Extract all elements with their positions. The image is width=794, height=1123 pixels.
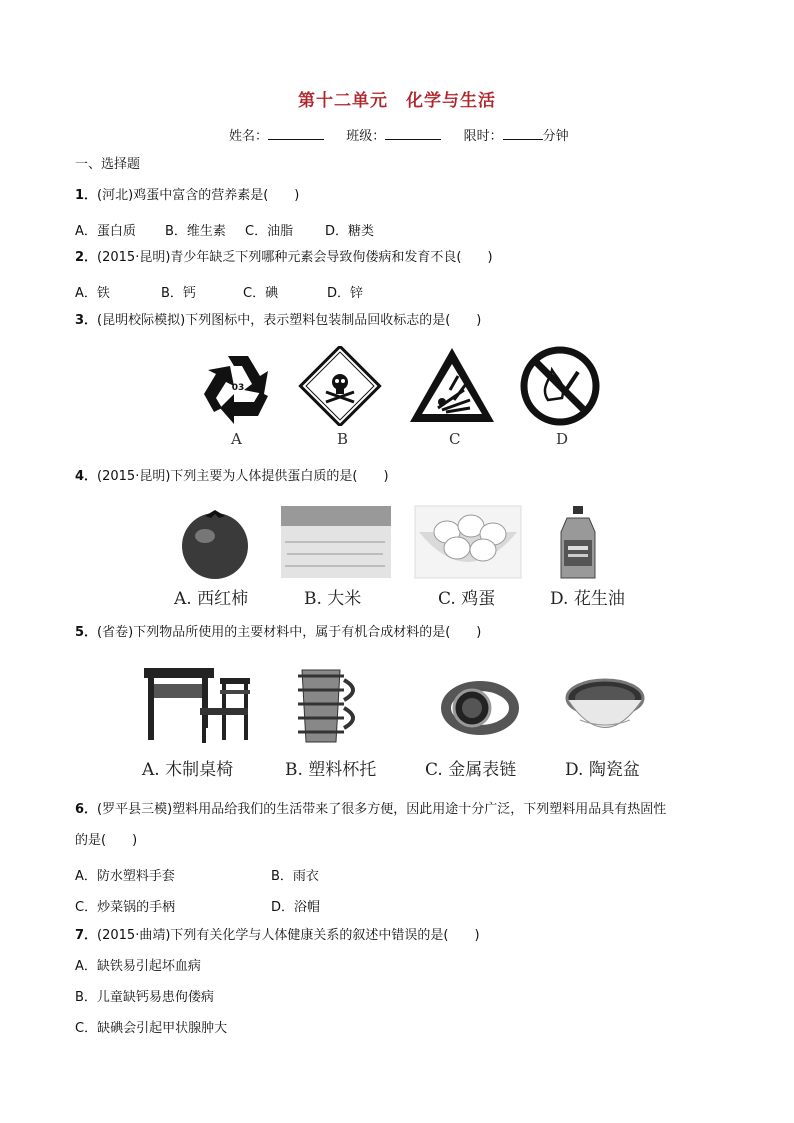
rice-image [281,506,391,578]
question-number: 6． [75,802,98,817]
student-info [229,125,569,144]
question-5 [75,624,481,642]
option-c: C．炒菜锅的手柄 [75,900,176,915]
option-b: B．儿童缺钙易患佝偻病 [75,990,214,1005]
toxic-icon [300,346,379,425]
question-number: 4． [75,469,98,484]
option-c: C．碘 [243,286,279,301]
eggs-image [415,506,521,578]
option-d: D．锌 [327,286,364,301]
option-d: D．浴帽 [271,900,321,915]
question-1 [75,187,299,205]
question-2 [75,249,493,267]
question-text: (2015·昆明)青少年缺乏下列哪种元素会导致佝偻病和发育不良( ) [97,250,493,265]
question-text: (罗平县三模)塑料用品给我们的生活带来了很多方便，因此用途十分广泛，下列塑料用品具有热固性 [97,802,667,817]
question-text: (河北)鸡蛋中富含的营养素是( ) [97,188,300,203]
time-unit: 分钟 [542,129,569,144]
caption-d: D. 陶瓷盆 [565,760,640,780]
no-fire-icon [524,350,596,422]
caption-d: D. 花生油 [550,589,625,609]
time-blank [503,127,543,140]
question-number: 3． [75,313,98,328]
class-blank [385,127,441,140]
section-heading: 一、选择题 [75,157,141,172]
option-d: D．糖类 [325,224,375,239]
caption-a: A. 木制桌椅 [142,760,234,780]
question-6 [75,801,666,819]
oil-bottle-image [561,506,595,578]
question-number: 2． [75,250,98,265]
option-a: A．防水塑料手套 [75,869,175,884]
question-number: 1． [75,188,98,203]
question-3 [75,312,481,330]
caption-b: B. 大米 [304,589,362,609]
question-text: (2015·曲靖)下列有关化学与人体健康关系的叙述中错误的是( ) [97,928,480,943]
materials-figure [140,660,660,750]
option-c: C．油脂 [245,224,294,239]
caption-c: C [449,430,461,448]
option-b: B．钙 [161,286,196,301]
question-text: (2015·昆明)下列主要为人体提供蛋白质的是( ) [97,469,389,484]
caption-c: C. 鸡蛋 [438,589,496,609]
caption-a: A. 西红柿 [174,589,249,609]
question-text: (省卷)下列物品所使用的主要材料中，属于有机合成材料的是( ) [97,625,482,640]
option-a: A．铁 [75,286,110,301]
foods-figure [175,502,635,582]
class-label: 班级： [346,129,386,144]
name-label: 姓名： [229,129,269,144]
caption-c: C. 金属表链 [425,760,517,780]
option-b: B．雨衣 [271,869,319,884]
question-6-continued: 的是( ) [75,833,138,848]
name-blank [268,127,324,140]
question-text: (昆明校际模拟)下列图标中，表示塑料包装制品回收标志的是( ) [97,313,482,328]
watch-image [446,686,514,730]
option-b: B．维生素 [165,224,226,239]
question-number: 7． [75,928,98,943]
desk-chair-image [144,668,250,743]
question-number: 5． [75,625,98,640]
recycle-code: 03 [231,383,245,393]
page-title: 第十二单元 化学与生活 [298,91,496,111]
explosive-icon [410,348,494,422]
ceramic-bowl-image [567,680,643,728]
question-7 [75,927,480,945]
cup-holder-image [298,670,353,742]
time-label: 限时： [463,129,503,144]
recycle-icon [204,356,268,424]
question-4 [75,468,389,486]
tomato-image [182,510,248,579]
caption-a: A [231,430,242,448]
option-c: C．缺碘会引起甲状腺肿大 [75,1021,228,1036]
caption-b: B. 塑料杯托 [285,760,377,780]
caption-d: D [556,430,569,448]
signs-figure [190,346,610,426]
option-a: A．蛋白质 [75,224,136,239]
caption-b: B [337,430,349,448]
option-a: A．缺铁易引起坏血病 [75,959,201,974]
